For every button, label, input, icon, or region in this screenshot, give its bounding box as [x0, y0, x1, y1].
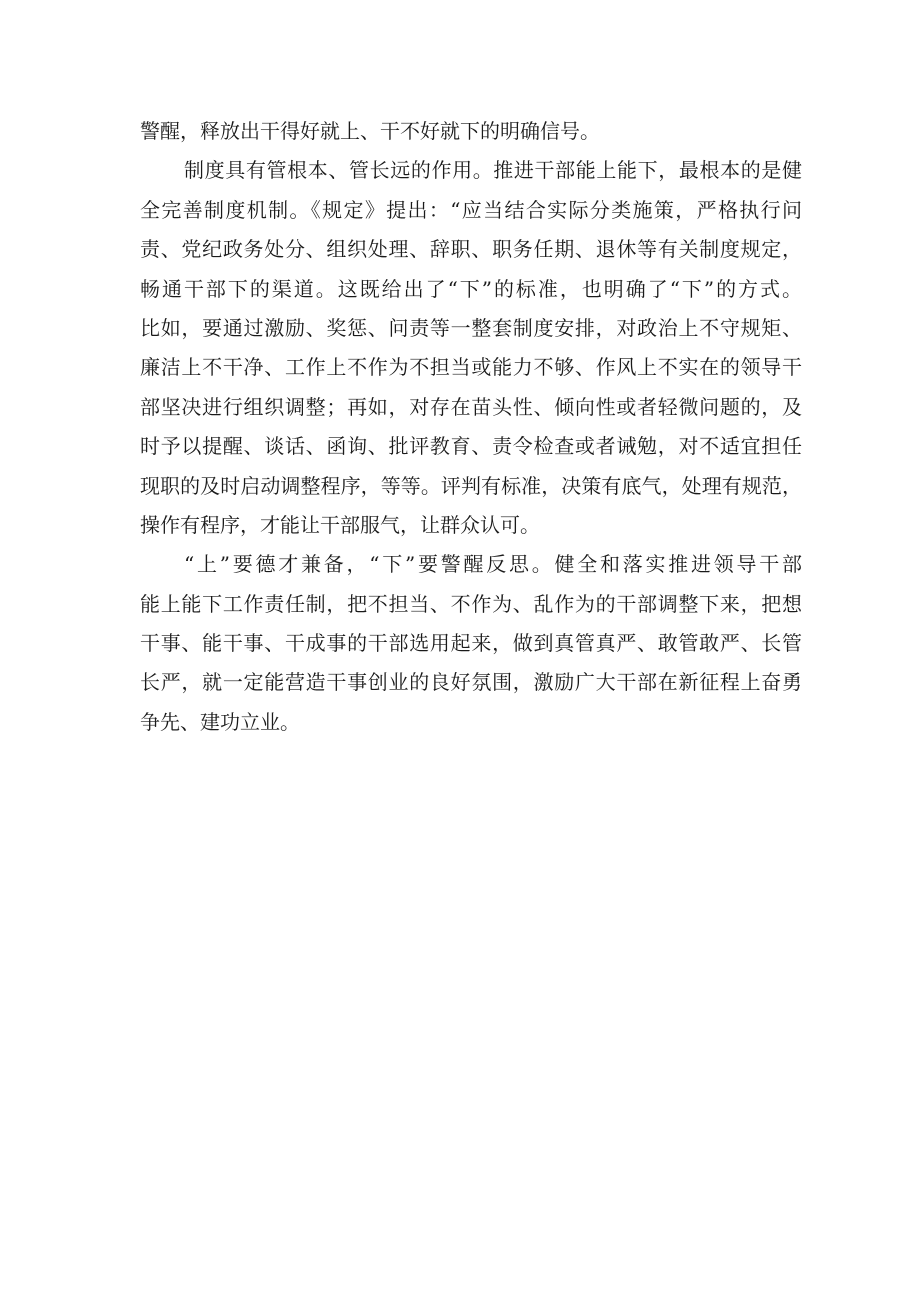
- text-line: 制度具有管根本、管长远的作用。推进干部能上能下，最根本的是健: [184, 158, 802, 183]
- text-line: 警醒，释放出干得好就上、干不好就下的明确信号。: [140, 119, 600, 143]
- text-line: 畅通干部下的渠道。这既给出了“下”的标准，也明确了“下”的方式。: [140, 276, 802, 301]
- text-line: 现职的及时启动调整程序，等等。评判有标准，决策有底气，处理有规范，: [140, 473, 802, 498]
- text-line: 时予以提醒、谈话、函询、批评教育、责令检查或者诫勉，对不适宜担任: [140, 434, 802, 459]
- document-body: [140, 112, 802, 742]
- text-line: 比如，要通过激励、奖惩、问责等一整套制度安排，对政治上不守规矩、: [140, 315, 802, 340]
- paragraph-2: [140, 151, 802, 545]
- text-line: 操作有程序，才能让干部服气，让群众认可。: [140, 512, 540, 537]
- text-line: 争先、建功立业。: [140, 709, 300, 734]
- text-line: 能上能下工作责任制，把不担当、不作为、乱作为的干部调整下来，把想: [140, 591, 802, 616]
- text-line: 干事、能干事、干成事的干部选用起来，做到真管真严、敢管敢严、长管: [140, 631, 802, 656]
- text-line: 责、党纪政务处分、组织处理、辞职、职务任期、退休等有关制度规定，: [140, 237, 802, 262]
- text-line: 长严，就一定能营造干事创业的良好氛围，激励广大干部在新征程上奋勇: [140, 670, 802, 695]
- paragraph-1: [140, 112, 802, 151]
- text-line: “上”要德才兼备，“下”要警醒反思。健全和落实推进领导干部: [184, 552, 802, 577]
- text-line: 部坚决进行组织调整；再如，对存在苗头性、倾向性或者轻微问题的，及: [140, 394, 802, 419]
- text-line: 全完善制度机制。《规定》提出：“应当结合实际分类施策，严格执行问: [140, 197, 802, 222]
- text-line: 廉洁上不干净、工作上不作为不担当或能力不够、作风上不实在的领导干: [140, 355, 802, 380]
- paragraph-3: [140, 545, 802, 742]
